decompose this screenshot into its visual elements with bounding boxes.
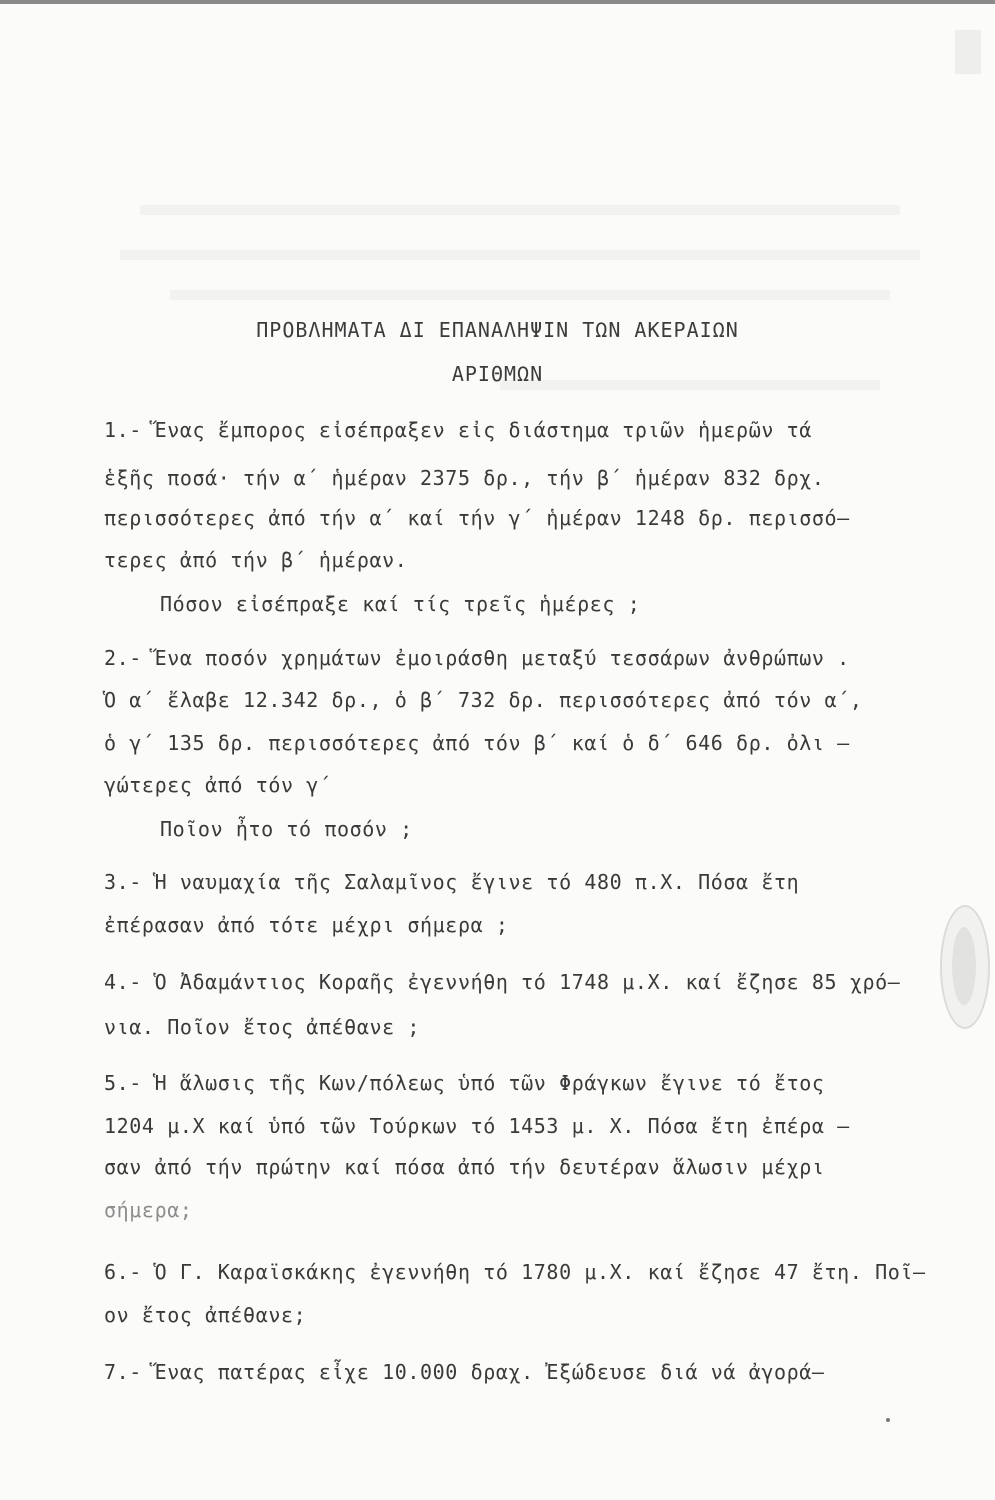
- problem-6-line-2: ον ἔτος ἀπέθανε;: [104, 1303, 307, 1327]
- problem-7-line-1: 7.- Ἕνας πατέρας εἶχε 10.000 δραχ. Ἐξώδευσε διά νά ἀγορά–: [104, 1360, 825, 1384]
- problem-1-line-1: 1.- Ἕνας ἔμπορος εἰσέπραξεν εἰς διάστημα τριῶν ἡμερῶν τά: [104, 418, 812, 442]
- problem-3-line-1: 3.- Ἡ ναυμαχία τῆς Σαλαμῖνος ἔγινε τό 480 π.Χ. Πόσα ἔτη: [104, 870, 800, 894]
- problem-1-line-3: περισσότερες ἀπό τήν α΄ καί τήν γ΄ ἡμέραν 1248 δρ. περισσό–: [104, 506, 850, 530]
- bleed-through-mark: [140, 205, 900, 215]
- bleed-through-mark: [170, 290, 890, 300]
- heading-line-1: ΠΡΟΒΛΗΜΑΤΑ ΔΙ ΕΠΑΝΑΛΗΨΙΝ ΤΩΝ ΑΚΕΡΑΙΩΝ: [256, 318, 739, 342]
- problem-2-line-2: Ὁ α΄ ἔλαβε 12.342 δρ., ὁ β΄ 732 δρ. περισσότερες ἀπό τόν α΄,: [104, 688, 863, 712]
- problem-4-line-1: 4.- Ὁ Ἀδαμάντιος Κοραῆς ἐγεννήθη τό 1748 μ.Χ. καί ἔζησε 85 χρό–: [104, 970, 901, 994]
- corner-mark: [955, 30, 981, 74]
- problem-2-line-1: 2.- Ἕνα ποσόν χρημάτων ἐμοιράσθη μεταξύ τεσσάρων ἀνθρώπων .: [104, 646, 850, 670]
- problem-2-line-3: ὁ γ΄ 135 δρ. περισσότερες ἀπό τόν β΄ καί ὁ δ΄ 646 δρ. ὀλι –: [104, 731, 850, 755]
- faded-stamp-mark: [940, 905, 990, 1029]
- problem-5-line-1: 5.- Ἡ ἅλωσις τῆς Κων/πόλεως ὑπό τῶν Φράγκων ἔγινε τό ἔτος: [104, 1071, 825, 1095]
- problem-2-line-4: γώτερες ἀπό τόν γ΄: [104, 773, 332, 797]
- problem-5-line-4: σήμερα;: [104, 1198, 193, 1222]
- problem-1-line-2: ἑξῆς ποσά· τήν α΄ ἡμέραν 2375 δρ., τήν β΄ ἡμέραν 832 δρχ.: [104, 466, 825, 490]
- problem-1-line-4: τερες ἀπό τήν β΄ ἡμέραν.: [104, 548, 408, 572]
- problem-1-question: Πόσον εἰσέπραξε καί τίς τρεῖς ἡμέρες ;: [160, 592, 641, 616]
- problem-2-question: Ποῖον ἦτο τό ποσόν ;: [160, 817, 413, 841]
- problem-6-line-1: 6.- Ὁ Γ. Καραϊσκάκης ἐγεννήθη τό 1780 μ.Χ. καί ἔζησε 47 ἔτη. Ποῖ–: [104, 1260, 926, 1284]
- bleed-through-mark: [120, 250, 920, 260]
- faded-stamp-center: [952, 927, 976, 1005]
- problem-5-line-3: σαν ἀπό τήν πρώτην καί πόσα ἀπό τήν δευτέραν ἅλωσιν μέχρι: [104, 1155, 825, 1179]
- ink-dot: [886, 1418, 890, 1422]
- problem-3-line-2: ἐπέρασαν ἀπό τότε μέχρι σήμερα ;: [104, 913, 509, 937]
- problem-4-line-2: νια. Ποῖον ἔτος ἀπέθανε ;: [104, 1015, 421, 1039]
- problem-5-line-2: 1204 μ.Χ καί ὑπό τῶν Τούρκων τό 1453 μ. Χ. Πόσα ἔτη ἐπέρα –: [104, 1114, 850, 1138]
- scan-top-edge: [0, 0, 995, 4]
- heading-line-2: ΑΡΙΘΜΩΝ: [451, 362, 544, 386]
